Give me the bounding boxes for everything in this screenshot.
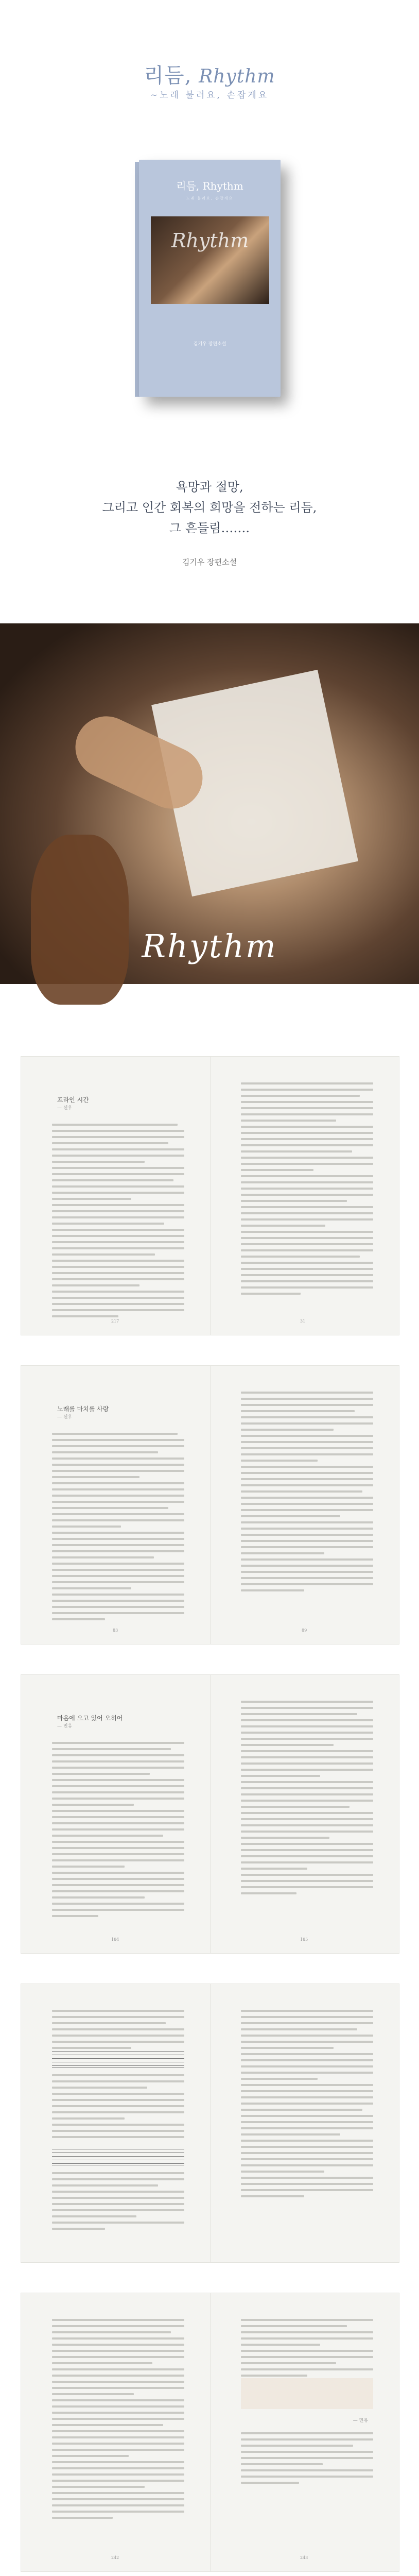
text-block [52,1433,184,1624]
highlight-box [241,2378,373,2409]
page-left [21,1984,211,2262]
page-right [210,2293,399,2571]
page-number: 242 [111,2555,119,2560]
author-line: 김기우 장편소설 [182,557,237,567]
quote-block [0,477,419,538]
page-right [210,1057,399,1335]
quote-line: 그 흔들림……. [169,521,250,535]
book-title: 리듬, Rhythm [176,180,243,192]
chapter-subtitle: — 민유 [57,1724,73,1729]
text-block [241,2319,373,2381]
page-number: 243 [300,2555,308,2560]
text-block [241,1701,373,1899]
music-staff [52,2051,184,2067]
page-spread [21,2293,399,2572]
text-block [241,1392,373,1596]
text-block [52,2074,184,2142]
text-block [241,1082,373,1299]
page-number: 184 [111,1937,119,1942]
page-spread [21,1674,399,1954]
text-block [52,2319,184,2523]
header-title [0,59,419,89]
page-spread [21,1984,399,2263]
page-left [21,1057,211,1335]
music-staff [52,2149,184,2165]
page-spread [21,1056,399,1335]
chapter-title: 마음에 오고 있어 오히어 [57,1715,123,1722]
page-right [210,1366,399,1644]
header-subtitle: ~노래 불러요, 손잡게요 [150,90,269,100]
photo-title: Rhythm [142,927,277,965]
page-number: 89 [302,1628,307,1633]
photo-instrument [31,835,129,1005]
chapter-title: 노래를 마치를 사랑 [57,1405,109,1413]
book-subtitle: 노래 불러요, 손잡게요 [186,196,234,200]
page-right [210,1675,399,1953]
text-block [241,2432,373,2488]
page-left [21,1366,211,1644]
page-number: 31 [300,1319,306,1324]
text-block [52,1124,184,1321]
text-block [241,2010,373,2201]
text-block [52,2010,184,2053]
page-number: 217 [111,1319,119,1324]
title-korean: 리듬, [144,64,192,88]
page-left [21,1675,211,1953]
chapter-title: 프라인 시간 [57,1096,89,1104]
text-block [52,2172,184,2234]
title-english: Rhythm [199,66,275,87]
page-left [21,2293,211,2571]
signature: — 민유 [353,2418,368,2424]
quote-line: 그리고 인간 회복의 희망을 전하는 리듬, [102,500,317,515]
page-number: 83 [113,1628,118,1633]
page-right [210,1984,399,2262]
quote-line: 욕망과 절망, [176,480,243,494]
chapter-subtitle: — 선우 [57,1106,73,1111]
text-block [52,1742,184,1921]
book-cover-title: Rhythm [171,229,249,252]
page-spread [21,1365,399,1645]
book-author: 김기우 장편소설 [193,342,226,347]
chapter-subtitle: — 선우 [57,1415,73,1420]
page-number: 185 [300,1937,308,1942]
